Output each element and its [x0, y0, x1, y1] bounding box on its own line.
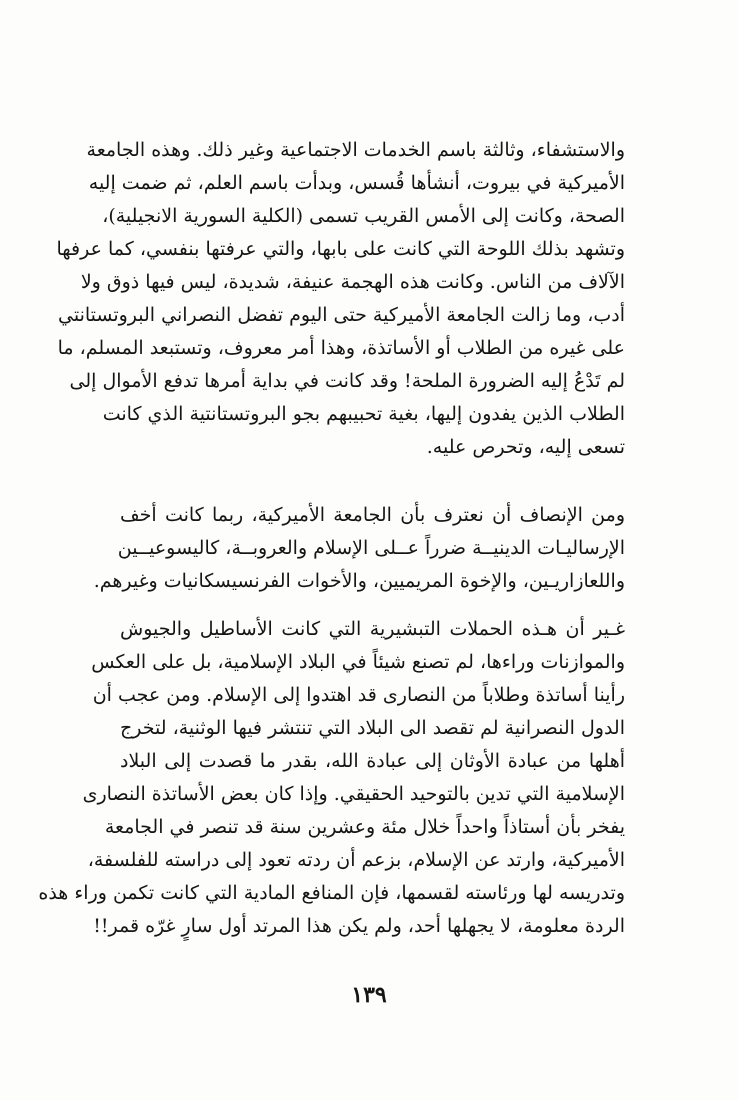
paragraph-1 [56, 134, 625, 464]
text-line: الردة معلومة، لا يجهلها أحد، ولم يكن هذا المرتد أول سارٍ غرّه قمر!! [93, 915, 625, 937]
text-line: الدول النصرانية لم تقصد الى البلاد التي تنتشر فيها الوثنية، لتخرج [120, 717, 625, 739]
text-line: والموازنات وراءها، لم تصنع شيئاً في البلاد الإسلامية، بل على العكس [91, 651, 625, 673]
text-line: وتشهد بذلك اللوحة التي كانت على بابها، والتي عرفتها بنفسي، كما عرفها [56, 238, 625, 260]
paragraph-3 [38, 613, 625, 943]
text-line: على غيره من الطلاب أو الأساتذة، وهذا أمر معروف، وتستبعد المسلم، ما [57, 337, 625, 359]
text-line: وتدريسه لها ورئاسته لقسمها، فإن المنافع المادية التي كانت تكمن وراء هذه [38, 882, 625, 904]
text-line: الطلاب الذين يفدون إليها، بغية تحبيبهم بجو البروتستانتية الذي كانت [102, 403, 625, 425]
text-line: غـير أن هـذه الحملات التبشيرية التي كانت الأساطيل والجيوش [120, 618, 625, 640]
text-line: تسعى إليه، وتحرص عليه. [426, 436, 625, 458]
text-line: ومن الإنصاف أن نعترف بأن الجامعة الأميركية، ربما كانت أخف [120, 504, 625, 526]
paragraph-2 [93, 499, 625, 598]
text-line: الصحة، وكانت إلى الأمس القريب تسمى (الكلية السورية الانجيلية)، [102, 205, 625, 227]
text-line: الآلاف من الناس. وكانت هذه الهجمة عنيفة، شديدة، ليس فيها ذوق ولا [80, 271, 625, 293]
text-line: واللعازاريـين، والإخوة المريميين، والأخوات الفرنسيسكانيات وغيرهم. [93, 570, 625, 592]
text-line: رأينا أساتذة وطلاباً من النصارى قد اهتدوا إلى الإسلام. ومن عجب أن [92, 684, 625, 706]
text-line: أدب، وما زالت الجامعة الأميركية حتى اليوم تفضل النصراني البروتستانتي [58, 304, 625, 326]
text-line: الأميركية في بيروت، أنشأها قُسس، وبدأت باسم العلم، ثم ضمت إليه [88, 172, 625, 194]
text-line: الإسلامية التي تدين بالتوحيد الحقيقي. وإذا كان بعض الأساتذة النصارى [82, 783, 625, 805]
text-line: الأميركية، وارتد عن الإسلام، بزعم أن ردته تعود إلى دراسته للفلسفة، [87, 849, 625, 871]
text-line: لم تَدْعُ إليه الضرورة الملحة! وقد كانت في بداية أمرها تدفع الأموال إلى [69, 370, 625, 392]
text-line: الإرساليـات الدينيــة ضرراً عــلى الإسلام والعروبــة، كاليسوعيــين [117, 537, 625, 559]
text-line: يفخر بأن أستاذاً واحداً خلال مئة وعشرين سنة قد تنصر في الجامعة [104, 816, 625, 838]
text-line: أهلها من عبادة الأوثان إلى عبادة الله، بقدر ما قصدت إلى البلاد [120, 750, 625, 772]
page-number: ١٣٩ [351, 982, 387, 1008]
text-line: والاستشفاء، وثالثة باسم الخدمات الاجتماعية وغير ذلك. وهذه الجامعة [86, 139, 625, 161]
